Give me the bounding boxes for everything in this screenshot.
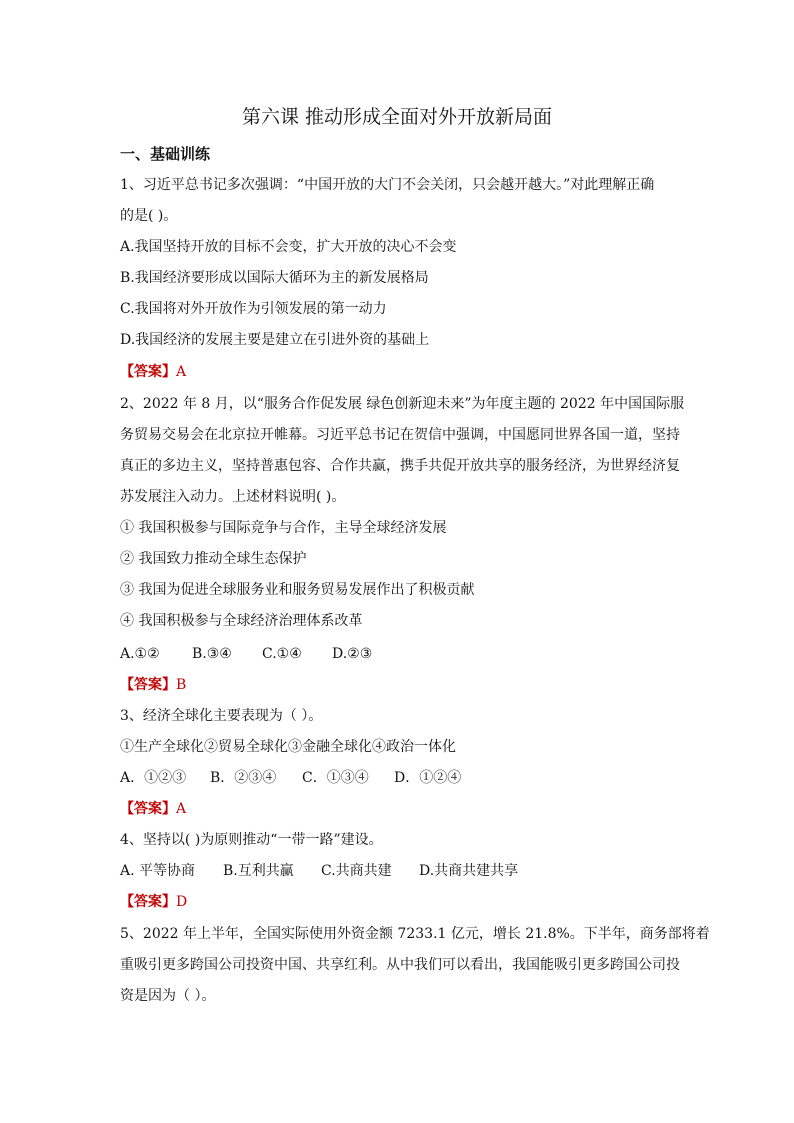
q4-option-c: C.共商共建 [321, 863, 392, 879]
q1-option-c: C.我国将对外开放作为引领发展的第一动力 [120, 301, 387, 317]
q4-option-a: A. 平等协商 [120, 863, 196, 879]
q1-answer [120, 362, 680, 382]
answer-value: A [176, 364, 187, 380]
answer-label: 【答案】 [120, 364, 176, 380]
q2-option-c: C.①④ [262, 646, 302, 662]
answer-label: 【答案】 [120, 677, 176, 693]
q2-item-1: ① 我国积极参与国际竞争与合作，主导全球经济发展 [120, 520, 447, 536]
q2-stem-line3: 真正的多边主义，坚持普惠包容、合作共赢，携手共促开放共享的服务经济，为世界经济复 [120, 458, 680, 474]
q2-option-a: A.①② [120, 646, 160, 662]
q5-stem-line1: 5、2022 年上半年，全国实际使用外资金额 7233.1 亿元，增长 21.8%。下半年，商务部将着 [120, 926, 710, 942]
q4-options [120, 861, 680, 881]
q1-option-d: D.我国经济的发展主要是建立在引进外资的基础上 [120, 332, 430, 348]
q4-stem-line1: 4、坚持以( )为原则推动“一带一路”建设。 [120, 832, 383, 848]
q4-option-d: D.共商共建共享 [419, 863, 519, 879]
q1-option-b: B.我国经济要形成以国际大循环为主的新发展格局 [120, 270, 429, 286]
q5-stem-line3: 资是因为（ ）。 [120, 988, 216, 1004]
section-heading: 一、基础训练 [120, 145, 211, 163]
q2-stem-line4: 苏发展注入动力。上述材料说明( )。 [120, 489, 346, 505]
q3-option-d: D．①②④ [394, 770, 462, 786]
q3-option-c: C．①③④ [302, 770, 369, 786]
answer-label: 【答案】 [120, 894, 176, 910]
answer-value: B [176, 677, 187, 693]
q4-answer [120, 892, 680, 912]
q2-option-b: B.③④ [192, 646, 232, 662]
q5-stem-line2: 重吸引更多跨国公司投资中国、共享红利。从中我们可以看出，我国能吸引更多跨国公司投 [120, 957, 680, 973]
q3-option-a: A．①②③ [120, 770, 187, 786]
page-title: 第六课 推动形成全面对外开放新局面 [241, 106, 553, 128]
q3-options [120, 768, 680, 788]
q3-answer [120, 799, 680, 819]
q4-option-b: B.互利共赢 [223, 863, 294, 879]
q3-option-b: B．②③④ [210, 770, 277, 786]
answer-label: 【答案】 [120, 801, 176, 817]
q3-stem-line1: 3、经济全球化主要表现为（ ）。 [120, 708, 323, 724]
q2-options [120, 644, 680, 664]
q2-item-2: ② 我国致力推动全球生态保护 [120, 551, 307, 567]
q3-stem-line2: ①生产全球化②贸易全球化③金融全球化④政治一体化 [120, 739, 456, 755]
answer-value: A [176, 801, 187, 817]
q2-option-d: D.②③ [332, 646, 373, 662]
q2-item-3: ③ 我国为促进全球服务业和服务贸易发展作出了积极贡献 [120, 582, 475, 598]
q1-option-a: A.我国坚持开放的目标不会变，扩大开放的决心不会变 [120, 239, 457, 255]
q2-item-4: ④ 我国积极参与全球经济治理体系改革 [120, 613, 363, 629]
q1-stem-line1: 1、习近平总书记多次强调：“中国开放的大门不会关闭，只会越开越大。”对此理解正确 [120, 177, 655, 193]
q2-answer [120, 675, 680, 695]
q2-stem-line2: 务贸易交易会在北京拉开帷幕。习近平总书记在贺信中强调，中国愿同世界各国一道，坚持 [120, 427, 680, 443]
answer-value: D [176, 894, 188, 910]
q2-stem-line1: 2、2022 年 8 月，以“服务合作促发展 绿色创新迎未来”为年度主题的 2022 年中国国际服 [120, 396, 685, 412]
q1-stem-line2: 的是( )。 [120, 208, 178, 224]
